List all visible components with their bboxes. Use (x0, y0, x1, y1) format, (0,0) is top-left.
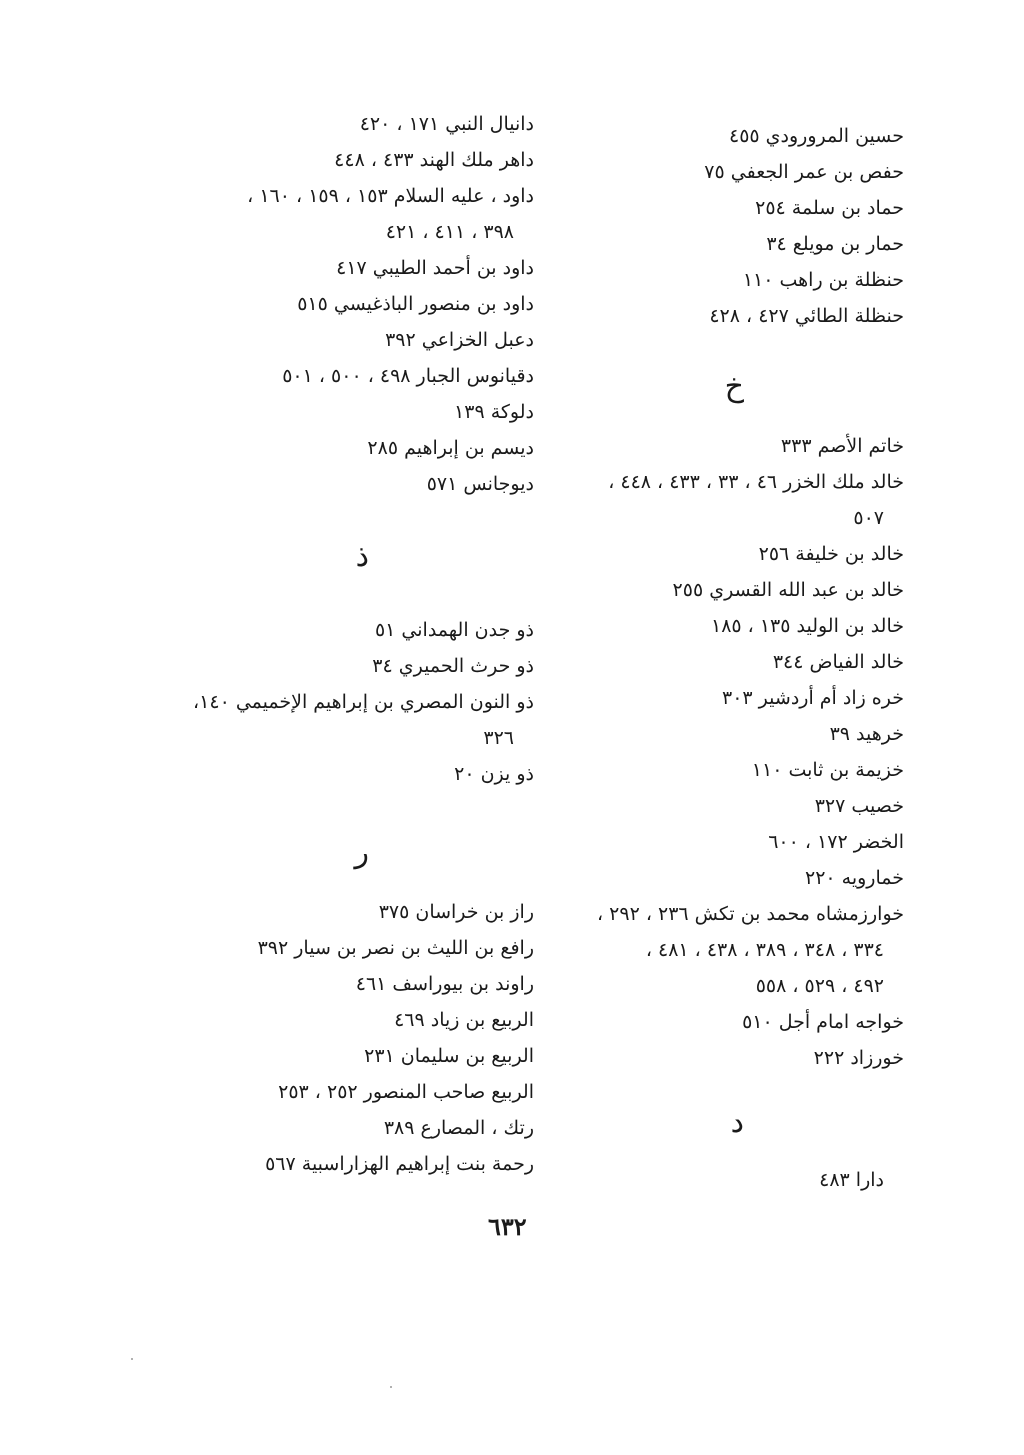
index-entry: ديسم بن إبراهيم ٢٨٥ (367, 437, 534, 459)
index-entry: حماد بن سلمة ٢٥٤ (755, 197, 904, 219)
index-entry: خورزاد ٢٢٢ (813, 1047, 904, 1069)
index-entry: دانيال النبي ١٧١ ، ٤٢٠ (359, 113, 534, 135)
index-entry: خاتم الأصم ٣٣٣ (780, 435, 904, 457)
index-entry: خرهيد ٣٩ (829, 723, 904, 745)
index-entry: خره زاد أم أردشير ٣٠٣ (722, 687, 904, 709)
index-entry: خالد بن عبد الله القسري ٢٥٥ (672, 579, 904, 601)
index-entry: داود بن أحمد الطيبي ٤١٧ (336, 257, 534, 279)
index-entry: دقيانوس الجبار ٤٩٨ ، ٥٠٠ ، ٥٠١ (282, 365, 534, 387)
index-entry: داود بن منصور الباذغيسي ٥١٥ (297, 293, 534, 315)
index-entry: الربيع بن زياد ٤٦٩ (394, 1009, 534, 1031)
section-letter-kha: خ (724, 369, 744, 404)
index-entry: ذو حرث الحميري ٣٤ (372, 655, 534, 677)
index-entry: خمارويه ٢٢٠ (804, 867, 904, 889)
index-entry-continuation: ٥٠٧ (853, 507, 884, 529)
index-entry: داهر ملك الهند ٤٣٣ ، ٤٤٨ (334, 149, 534, 171)
index-entry: الخضر ١٧٢ ، ٦٠٠ (768, 831, 904, 853)
index-entry: دلوكة ١٣٩ (454, 401, 534, 423)
index-entry: خالد الفياض ٣٤٤ (772, 651, 904, 673)
index-entry: خزيمة بن ثابت ١١٠ (751, 759, 904, 781)
index-entry: رحمة بنت إبراهيم الهزاراسبية ٥٦٧ (265, 1153, 534, 1175)
index-entry: راوند بن بيوراسف ٤٦١ (355, 973, 534, 995)
index-entry: دارا ٤٨٣ (819, 1169, 884, 1191)
index-entry: دعبل الخزاعي ٣٩٢ (385, 329, 534, 351)
index-entry-continuation: ٣٣٤ ، ٣٤٨ ، ٣٨٩ ، ٤٣٨ ، ٤٨١ ، (645, 939, 884, 961)
section-letter-dal: د (730, 1105, 744, 1140)
index-entry: حسين المرورودي ٤٥٥ (729, 125, 904, 147)
index-entry: الربيع صاحب المنصور ٢٥٢ ، ٢٥٣ (278, 1081, 534, 1103)
index-entry: خالد بن خليفة ٢٥٦ (758, 543, 904, 565)
scan-speck (390, 1386, 392, 1388)
index-entry: رافع بن الليث بن نصر بن سيار ٣٩٢ (257, 937, 534, 959)
index-entry-continuation: ٤٩٢ ، ٥٢٩ ، ٥٥٨ (755, 975, 884, 997)
index-entry: الربيع بن سليمان ٢٣١ (364, 1045, 534, 1067)
index-entry: خوارزمشاه محمد بن تكش ٢٣٦ ، ٢٩٢ ، (596, 903, 904, 925)
index-entry: خالد بن الوليد ١٣٥ ، ١٨٥ (710, 615, 904, 637)
index-entry: حنظلة الطائي ٤٢٧ ، ٤٢٨ (709, 305, 904, 327)
section-letter-ra: ر (354, 835, 369, 870)
index-entry: ديوجانس ٥٧١ (426, 473, 534, 495)
index-entry: خصيب ٣٢٧ (814, 795, 904, 817)
index-entry: رتك ، المصارع ٣٨٩ (383, 1117, 534, 1139)
index-entry: خواجه امام أجل ٥١٠ (742, 1011, 904, 1033)
section-letter-dhal: ذ (355, 539, 369, 574)
index-entry: داود ، عليه السلام ١٥٣ ، ١٥٩ ، ١٦٠ ، (247, 185, 534, 207)
index-entry: ذو النون المصري بن إبراهيم الإخميمي ١٤٠، (193, 691, 534, 713)
index-entry-continuation: ٣٢٦ (483, 727, 514, 749)
index-entry: ذو جدن الهمداني ٥١ (374, 619, 534, 641)
scan-speck (131, 1358, 133, 1360)
index-entry: راز بن خراسان ٣٧٥ (378, 901, 534, 923)
page-number: ٦٣٢ (488, 1212, 527, 1241)
index-entry: خالد ملك الخزر ٤٦ ، ٣٣ ، ٤٣٣ ، ٤٤٨ ، (608, 471, 904, 493)
index-entry: حفص بن عمر الجعفي ٧٥ (704, 161, 904, 183)
index-entry: حمار بن مويلع ٣٤ (766, 233, 904, 255)
index-entry: حنظلة بن راهب ١١٠ (742, 269, 904, 291)
index-entry-continuation: ٣٩٨ ، ٤١١ ، ٤٢١ (385, 221, 514, 243)
index-entry: ذو يزن ٢٠ (454, 763, 534, 785)
